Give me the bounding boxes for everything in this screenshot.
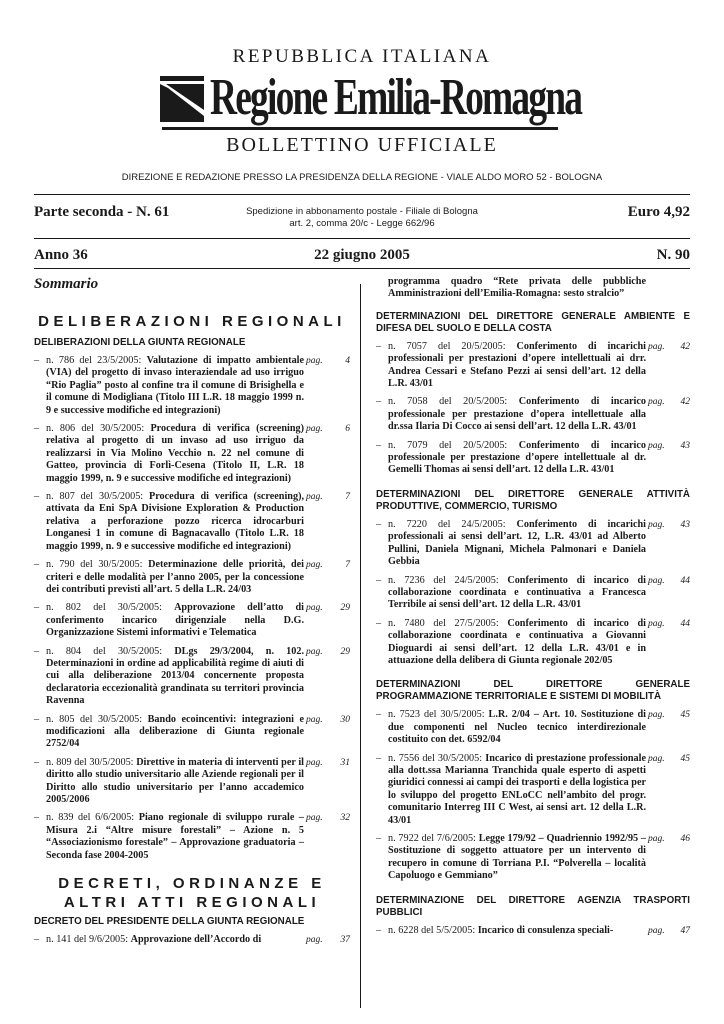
column-rule [360, 284, 361, 1008]
section-heading: DELIBERAZIONI REGIONALI [38, 313, 346, 330]
dash-marker: – [34, 559, 40, 571]
subsection-heading: DECRETO DEL PRESIDENTE DELLA GIUNTA REGIONALE [34, 916, 305, 928]
page-number: 42 [680, 397, 690, 408]
left-column [34, 312, 350, 952]
section-heading-line-1: DECRETI, ORDINANZE E [58, 875, 326, 893]
page-number: 29 [340, 603, 350, 614]
entry-title: Conferimento di incarichi professionali per prestazioni d’opere intellettuali ai drr. Andrea Cessari e Stefano Pezzi ai sensi dell’art. 12 della L.R. 43/01 [388, 340, 647, 390]
page-label: pag. [306, 714, 323, 725]
entry-title: Conferimento di incarico professionale per prestazione d’opere intellettuale al dr. Gemelli Thomas ai sensi dell’art. 12 della L.R. 43/01 [388, 439, 647, 476]
dash-marker: – [34, 812, 40, 824]
page-number: 32 [340, 813, 350, 824]
list-item [376, 925, 690, 937]
list-item [376, 753, 690, 827]
bulletin-title: BOLLETTINO UFFICIALE [226, 134, 498, 156]
page-label: pag. [648, 834, 665, 844]
page-number: 7 [345, 492, 350, 503]
dash-marker: – [34, 423, 40, 435]
entry-ref: n. 7480 del 27/5/2005: [388, 617, 499, 629]
entry-title: Incarico di prestazione professionale alla dott.ssa Marianna Tranchida quale esperto di aspetti giuridici connessi ai campi dei trasporti e della logistica per lo sviluppo del progetto ENLoCC nell’ambito del progr. comunitario Interreg III C West, ai sensi art. 12 della L.R. 43/01 [388, 752, 646, 826]
entry-title: Conferimento di incarico professionale per prestazione d’opera intellettuale alla dr.ssa Ilaria Di Cocco ai sensi dell’art. 12 della L.R. 43/01 [388, 396, 647, 433]
page-label: pag. [306, 603, 323, 614]
dash-marker: – [34, 491, 40, 503]
continuation-text: programma quadro “Rete privata delle pubbliche Amministrazioni dell’Emilia-Romagna: sesto stralcio” [388, 276, 646, 300]
entry-ref: n. 7556 del 30/5/2005: [388, 752, 483, 764]
page-number: 43 [680, 519, 690, 530]
entry-title: Piano regionale di sviluppo rurale – Misura 2.i “Altre misure forestali” – Azione n. 5 “Associazionismo forestale” – Approvazione graduatoria – Seconda fase 2004-2005 [46, 812, 305, 861]
page-number: 47 [680, 925, 690, 936]
entry-text [46, 714, 304, 751]
region-name: Regione Emilia-Romagna [210, 69, 582, 126]
entry-title: Conferimento di incarico di collaborazione coordinata e continuativa a Francesca Terribile ai sensi dell’art. 12 della L.R. 43/01 [388, 574, 647, 611]
entries-list [34, 934, 350, 946]
entry-text [388, 618, 646, 668]
dash-marker: – [376, 439, 382, 451]
dash-marker: – [34, 602, 40, 614]
dash-marker: – [376, 833, 382, 844]
entry-title: Valutazione di impatto ambientale (VIA) del progetto di invaso interaziendale ad uso irriguo “Rio Paglia” posto al confine tra il comune di Brisighella e il comune di Modigliana (Titolo III L.R. 18 maggio 1999 n. 9 e successive modifiche ed integrazioni) [46, 355, 305, 416]
list-item [376, 833, 690, 883]
dash-marker: – [376, 574, 382, 586]
list-item [34, 934, 350, 946]
entry-text [46, 602, 304, 639]
shipping-line-1: Spedizione in abbonamento postale - Filiale di Bologna [246, 206, 478, 217]
entry-ref: n. 7220 del 24/5/2005: [388, 518, 506, 530]
entry-ref: n. 7057 del 20/5/2005: [388, 340, 506, 352]
entry-title: DLgs 29/3/2004, n. 102. Determinazioni in ordine ad applicabilità regime di aiuti di cui alla deliberazione 2013/04 concernente proposta declaratoria eccezionalità grandinata su territori provincia Ravenna [46, 645, 305, 707]
page-label: pag. [648, 753, 665, 764]
page-label: pag. [306, 813, 323, 824]
entry-ref: n. 141 del 9/6/2005: [46, 934, 129, 946]
list-item [34, 423, 350, 485]
page-number: 4 [345, 356, 350, 366]
entry-ref: n. 7523 del 30/5/2005: [388, 709, 485, 721]
list-item [34, 491, 350, 553]
page-label: pag. [648, 925, 665, 936]
dash-marker: – [376, 617, 382, 629]
entry-ref: n. 7079 del 20/5/2005: [388, 439, 508, 451]
determination-groups [376, 311, 690, 937]
divider-middle [34, 238, 690, 239]
page-label: pag. [306, 492, 323, 503]
entry-text [388, 833, 646, 883]
page-number: 6 [345, 424, 350, 435]
entry-title: Determinazione delle priorità, dei criteri e delle modalità per l’anno 2005, per la concessione dei contributi previsti all’art. 5 della L.R. 24/03 [46, 559, 305, 595]
subsection-heading: DETERMINAZIONI DEL DIRETTORE GENERALE PROGRAMMAZIONE TERRITORIALE E SISTEMI DI MOBILITÀ [376, 679, 690, 703]
page-label: pag. [306, 757, 323, 768]
entry-ref: n. 7922 del 7/6/2005: [388, 833, 476, 844]
issue-date: 22 giugno 2005 [314, 247, 410, 263]
page-label: pag. [306, 646, 323, 657]
republic-heading: REPUBBLICA ITALIANA [232, 46, 492, 67]
entry-ref: n. 802 del 30/5/2005: [46, 602, 162, 614]
page-label: pag. [306, 424, 323, 435]
entry-title: Conferimento di incarico di collaborazione coordinata e continuativa a Giovanni Dioguardi ai sensi dell’art. 12 della L.R. 43/01 e in attuazione della delibera di Giunta regionale 202/05 [388, 617, 647, 666]
page-number: 44 [680, 618, 690, 629]
entry-title: Approvazione dell’Accordo di [130, 934, 262, 946]
page-number: 7 [345, 560, 350, 571]
price-label: Euro 4,92 [627, 204, 690, 220]
shipping-info [232, 206, 492, 230]
entry-text [46, 559, 304, 596]
section-heading [34, 874, 350, 912]
entry-ref: n. 804 del 30/5/2005: [46, 645, 163, 657]
entry-text [388, 575, 646, 612]
entry-title: Legge 179/92 – Quadriennio 1992/95 – Sostituzione di soggetto attuatore per un intervento di recupero in comune di Torriana P.I. “Polverella – località Capoluogo e Gemmiano” [388, 833, 647, 882]
page-number: 31 [340, 757, 350, 768]
masthead [0, 68, 724, 130]
entry-text [388, 753, 646, 827]
list-item [34, 602, 350, 639]
dash-marker: – [376, 924, 382, 936]
region-logo-icon [160, 76, 204, 122]
dash-marker: – [34, 934, 40, 946]
entry-text [46, 646, 304, 708]
page-label: pag. [648, 519, 665, 530]
entry-ref: n. 839 del 6/6/2005: [46, 812, 135, 824]
entry-title: Approvazione dell’atto di conferimento incarico dirigenziale nella D.G. Organizzazione Sistemi informativi e Telematica [46, 602, 305, 639]
list-item [376, 519, 690, 569]
list-item [34, 812, 350, 862]
entry-text [46, 812, 304, 862]
dash-marker: – [376, 340, 382, 352]
page-label: pag. [648, 710, 665, 721]
page-number: 37 [340, 935, 350, 946]
entry-text [388, 925, 646, 937]
entry-text [388, 440, 646, 477]
entry-text [388, 341, 646, 391]
page-label: pag. [306, 356, 323, 366]
dash-marker: – [376, 709, 382, 721]
page-label: pag. [648, 440, 665, 451]
right-column [376, 276, 690, 943]
page-label: pag. [306, 935, 323, 946]
section-heading-line-2: ALTRI ATTI REGIONALI [63, 894, 321, 912]
list-item [34, 559, 350, 596]
entry-title: Conferimento di incarichi professionali ai sensi dell’art. 12, L.R. 43/01 ad Alberto Pullini, Daniela Mignani, Michela Palmonari e Daniela Gebbia [388, 518, 647, 568]
entry-ref: n. 786 del 23/5/2005: [46, 355, 142, 366]
entry-title: Procedura di verifica (screening) relativa al progetto di un invaso ad uso irriguo da realizzarsi in Via Molino Vecchio n. 22 nel comune di Gatteo, provincia di Forlì-Cesena (Titolo II, L.R. 18 maggio 1999, n. 9 e successive modifiche ed integrazioni) [46, 423, 305, 484]
list-item [376, 575, 690, 612]
dash-marker: – [376, 752, 382, 764]
entry-text [46, 423, 304, 485]
entry-text [388, 709, 646, 746]
subsection-heading: DETERMINAZIONE DEL DIRETTORE AGENZIA TRASPORTI PUBBLICI [376, 894, 690, 918]
entries-list [34, 355, 350, 862]
subsection-heading: DETERMINAZIONI DEL DIRETTORE GENERALE AMBIENTE E DIFESA DEL SUOLO E DELLA COSTA [376, 310, 690, 334]
entry-title: Procedura di verifica (screening), attivata da Eni SpA Divisione Exploration & Production relativa a perforazione pozzo ricerca idrocarburi Longanesi 1 in comune di Bagnacavallo (Titolo L.R. 18 maggio 1999, n. 9 e successive modifiche ed integrazioni) [46, 491, 305, 552]
list-item [376, 396, 690, 433]
list-item [376, 440, 690, 477]
summary-heading: Sommario [34, 276, 99, 292]
list-item [376, 618, 690, 668]
page-label: pag. [648, 575, 665, 586]
list-item [376, 709, 690, 746]
entry-ref: n. 7058 del 20/5/2005: [388, 396, 508, 408]
dash-marker: – [34, 713, 40, 725]
page-number: 43 [680, 440, 690, 451]
entry-text [46, 757, 304, 807]
entry-ref: n. 6228 del 5/5/2005: [388, 924, 476, 936]
list-item [34, 646, 350, 708]
entry-text [388, 519, 646, 569]
dash-marker: – [376, 396, 382, 408]
shipping-line-2: art. 2, comma 20/c - Legge 662/96 [289, 218, 435, 229]
entry-ref: n. 805 del 30/5/2005: [46, 713, 143, 725]
entry-ref: n. 7236 del 24/5/2005: [388, 574, 499, 586]
page-number: 42 [680, 341, 690, 352]
entry-title: Direttive in materia di interventi per il diritto allo studio universitario alle Aziende regionali per il Diritto allo studio universitario per l’anno accademico 2005/2006 [46, 756, 305, 805]
subsection-heading: DELIBERAZIONI DELLA GIUNTA REGIONALE [34, 337, 246, 348]
page-label: pag. [648, 397, 665, 408]
entry-ref: n. 809 del 30/5/2005: [46, 756, 134, 768]
entry-ref: n. 807 del 30/5/2005: [46, 491, 144, 503]
page-number: 44 [680, 575, 690, 586]
entry-ref: n. 790 del 30/5/2005: [46, 559, 143, 571]
divider-bottom [34, 268, 690, 269]
divider-top [34, 194, 690, 195]
direction-line: DIREZIONE E REDAZIONE PRESSO LA PRESIDENZA DELLA REGIONE - VIALE ALDO MORO 52 - BOLOGNA [121, 172, 603, 183]
entry-title: L.R. 2/04 – Art. 10. Sostituzione di due componenti nel Nucleo tecnico interdirezionale costituito con det. 6592/04 [388, 709, 647, 746]
list-item [34, 714, 350, 751]
page-number: 29 [340, 646, 350, 657]
page-label: pag. [648, 341, 665, 352]
page-label: pag. [306, 560, 323, 571]
entry-title: Bando ecoincentivi: integrazioni e modificazioni alla deliberazione di Giunta regionale 2752/04 [46, 713, 305, 750]
entry-text [388, 396, 646, 433]
dash-marker: – [34, 355, 40, 366]
issue-number: N. 90 [656, 247, 690, 263]
subsection-heading: DETERMINAZIONI DEL DIRETTORE GENERALE ATTIVITÀ PRODUTTIVE, COMMERCIO, TURISMO [376, 488, 690, 512]
entry-ref: n. 806 del 30/5/2005: [46, 423, 145, 435]
entry-title: Incarico di consulenza speciali- [477, 924, 614, 936]
list-item [34, 355, 350, 417]
year-label: Anno 36 [34, 247, 88, 263]
page-number: 46 [680, 834, 690, 844]
part-label: Parte seconda - N. 61 [34, 204, 170, 220]
dash-marker: – [34, 645, 40, 657]
page-number: 45 [680, 710, 690, 721]
masthead-rule [162, 127, 558, 130]
page-number: 30 [340, 714, 350, 725]
dash-marker: – [376, 518, 382, 530]
entry-text [46, 491, 304, 553]
list-item [376, 341, 690, 391]
entry-text [46, 355, 304, 417]
page-number: 45 [680, 753, 690, 764]
dash-marker: – [34, 756, 40, 768]
entry-text [46, 934, 304, 946]
list-item [34, 757, 350, 807]
page-label: pag. [648, 618, 665, 629]
